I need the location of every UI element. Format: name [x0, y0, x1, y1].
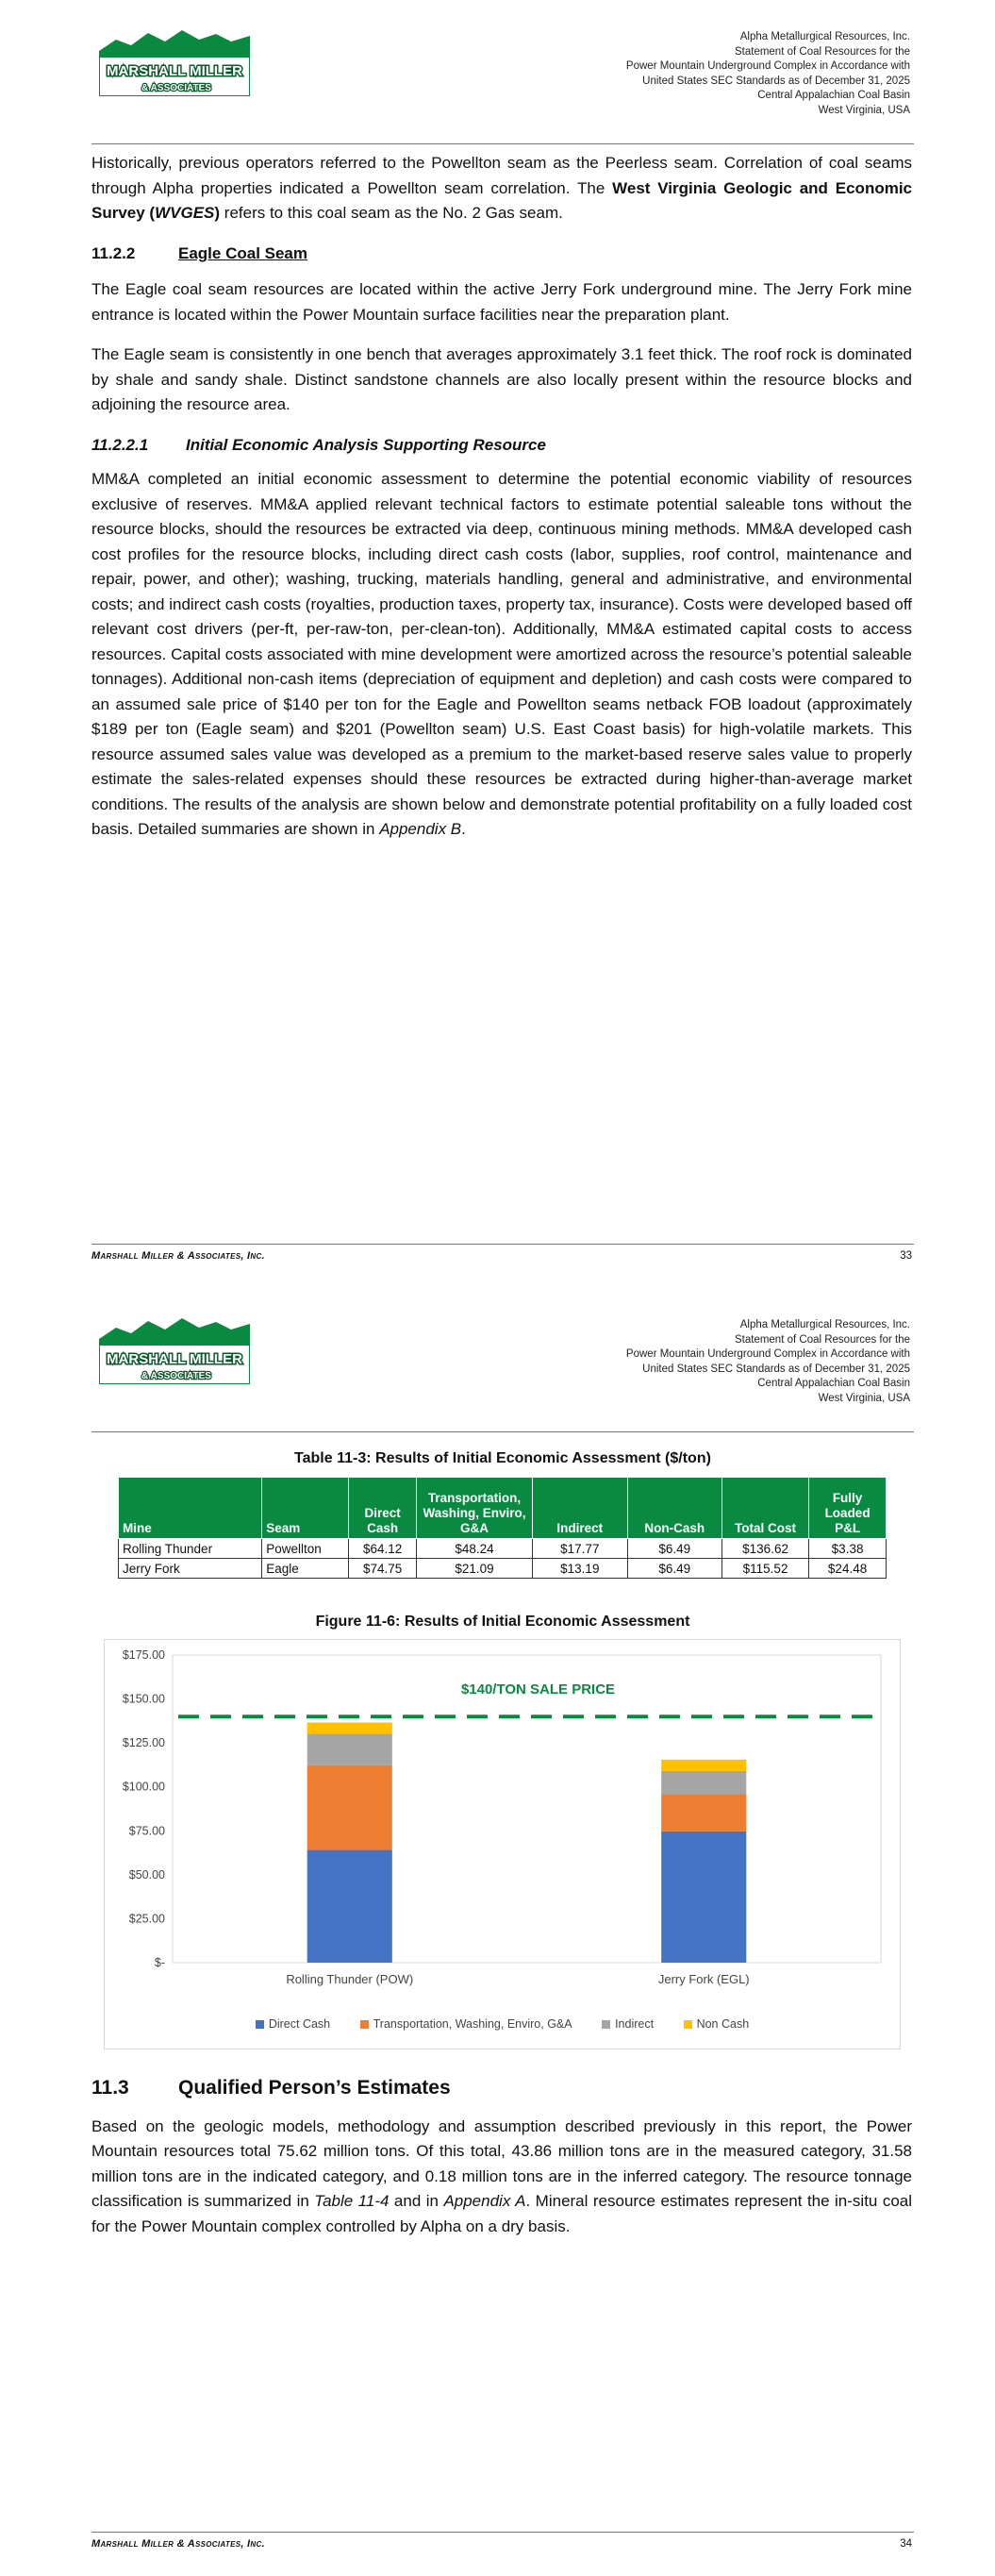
- header-line3: Power Mountain Underground Complex in Accordance with: [625, 1348, 910, 1360]
- footer-firm: Marshall Miller & Associates, Inc.: [91, 1250, 265, 1262]
- header-line4: United States SEC Standards as of December 31, 2025: [642, 1363, 910, 1375]
- table-header-cell: Seam: [262, 1478, 349, 1539]
- logo-name-bottom: & ASSOCIATES: [141, 1371, 211, 1381]
- page-footer: [91, 1250, 914, 1262]
- page-number: 33: [900, 1250, 912, 1262]
- bar-segment: [661, 1794, 746, 1831]
- table-cell: $6.49: [627, 1559, 721, 1579]
- table-cell: $6.49: [627, 1539, 721, 1559]
- header-rule: [91, 1431, 914, 1432]
- bar-segment: [661, 1771, 746, 1795]
- bar-segment: [307, 1734, 392, 1765]
- header-company: Alpha Metallurgical Resources, Inc.: [739, 31, 910, 42]
- page-body: [91, 151, 912, 858]
- logo-name-top: MARSHALL MILLER: [107, 63, 242, 79]
- table-cell: Jerry Fork: [119, 1559, 262, 1579]
- x-tick-label: Jerry Fork (EGL): [657, 1972, 750, 1986]
- figure-caption: Figure 11-6: Results of Initial Economic Assessment: [315, 1614, 690, 1630]
- legend-item: Non Cash: [684, 2017, 750, 2031]
- paragraph-qp-estimates: Based on the geologic models, methodology and assumption described previously in this report, the Power Mountain resources total 75.62 million tons. Of this total, 43.86 million tons are in the measured category, 31.58 million tons are in the indicated category, and 0.18 million tons are in the inferred category. The resource tonnage classification is summarized in Table 11-4 and in Appendix A. Mineral resource estimates represent the in-situ coal for the Power Mountain complex controlled by Alpha on a dry basis.: [91, 2116, 913, 2235]
- footer-firm: Marshall Miller & Associates, Inc.: [91, 2538, 265, 2550]
- sale-price-label: $140/TON SALE PRICE: [460, 1681, 616, 1698]
- stacked-bar-chart: [104, 1639, 901, 2049]
- table-row: [119, 1539, 887, 1559]
- table-header-cell: Total Cost: [721, 1478, 808, 1539]
- table-header-cell: Direct Cash: [349, 1478, 416, 1539]
- y-tick-label: $125.00: [122, 1736, 165, 1750]
- y-tick-label: $50.00: [128, 1867, 165, 1882]
- header-rule: [91, 143, 914, 144]
- legend-item: Transportation, Washing, Enviro, G&A: [360, 2017, 572, 2031]
- section-heading-eagle: 11.2.2 Eagle Coal Seam: [91, 243, 308, 262]
- table-cell: $48.24: [416, 1539, 532, 1559]
- table-cell: $3.38: [809, 1539, 887, 1559]
- table-row: [119, 1559, 887, 1579]
- logo-name-top: MARSHALL MILLER: [107, 1351, 242, 1367]
- page-number: 34: [900, 2538, 912, 2550]
- table-cell: $136.62: [721, 1539, 808, 1559]
- table-cell: $17.77: [533, 1539, 627, 1559]
- table-header-cell: Transportation, Washing, Enviro, G&A: [416, 1478, 532, 1539]
- table-header-cell: Non-Cash: [627, 1478, 721, 1539]
- y-tick-label: $75.00: [128, 1824, 165, 1838]
- table-header-cell: Indirect: [533, 1478, 627, 1539]
- table-cell: $115.52: [721, 1559, 808, 1579]
- footer-rule: [91, 1244, 914, 1245]
- header-line6: West Virginia, USA: [818, 1392, 910, 1404]
- bar-segment: [661, 1760, 746, 1771]
- footer-rule: [91, 2532, 914, 2533]
- subsection-heading-economic: 11.2.2.1 Initial Economic Analysis Supporting Resource: [91, 435, 546, 454]
- chart-canvas: [105, 1640, 900, 2013]
- y-tick-label: $150.00: [122, 1692, 165, 1706]
- y-tick-label: $25.00: [128, 1912, 165, 1926]
- page-header: [626, 30, 910, 118]
- chart-legend: [105, 2017, 900, 2031]
- page-footer: [91, 2538, 914, 2550]
- legend-item: Direct Cash: [256, 2017, 330, 2031]
- header-line2: Statement of Coal Resources for the: [734, 45, 910, 58]
- y-tick-label: $100.00: [122, 1780, 165, 1794]
- table-cell: Powellton: [262, 1539, 349, 1559]
- header-line4: United States SEC Standards as of December 31, 2025: [642, 75, 910, 87]
- table-cell: $13.19: [533, 1559, 627, 1579]
- paragraph-eagle-location: The Eagle coal seam resources are located within the active Jerry Fork underground mine. The Jerry Fork mine entrance is located within the Power Mountain surface facilities near the preparation plant.: [91, 280, 912, 324]
- page-34: [0, 1288, 995, 2576]
- header-line5: Central Appalachian Coal Basin: [757, 1378, 910, 1389]
- y-tick-label: $-: [154, 1956, 165, 1969]
- header-line3: Power Mountain Underground Complex in Accordance with: [625, 60, 910, 72]
- legend-swatch: [602, 2020, 610, 2029]
- x-tick-label: Rolling Thunder (POW): [286, 1972, 414, 1986]
- section-heading-qp-estimates: 11.3 Qualified Person’s Estimates: [91, 2077, 451, 2099]
- header-line6: West Virginia, USA: [818, 104, 910, 116]
- legend-swatch: [256, 2020, 264, 2029]
- legend-item: Indirect: [602, 2017, 654, 2031]
- header-line5: Central Appalachian Coal Basin: [757, 90, 910, 101]
- paragraph-eagle-bench: The Eagle seam is consistently in one bench that averages approximately 3.1 feet thick. The roof rock is dominated by shale and sandy shale. Distinct sandstone channels are also locally present within the resource blocks and adjoining the resource area.: [91, 345, 912, 413]
- table-cell: Rolling Thunder: [119, 1539, 262, 1559]
- bar-segment: [307, 1722, 392, 1733]
- paragraph-powellton-correlation: Historically, previous operators referred to the Powellton seam as the Peerless seam. Correlation of coal seams through Alpha properties indicated a Powellton seam correlation. The West Virginia Geologic and Economic Survey (WVGES) refers to this coal seam as the No. 2 Gas seam.: [91, 154, 913, 222]
- table-cell: $21.09: [416, 1559, 532, 1579]
- logo-name-bottom: & ASSOCIATES: [141, 83, 211, 93]
- table-cell: Eagle: [262, 1559, 349, 1579]
- header-line2: Statement of Coal Resources for the: [734, 1333, 910, 1346]
- economic-assessment-table: [118, 1477, 887, 1579]
- y-tick-label: $175.00: [122, 1648, 165, 1662]
- company-logo: [99, 28, 250, 96]
- header-company: Alpha Metallurgical Resources, Inc.: [739, 1319, 910, 1330]
- table-header-cell: Mine: [119, 1478, 262, 1539]
- table-caption: Table 11-3: Results of Initial Economic Assessment ($/ton): [294, 1450, 711, 1466]
- company-logo: [99, 1316, 250, 1384]
- table-header-row: [119, 1478, 887, 1539]
- legend-swatch: [360, 2020, 369, 2029]
- table-cell: $64.12: [349, 1539, 416, 1559]
- bar-segment: [661, 1832, 746, 1963]
- bar-segment: [307, 1850, 392, 1963]
- paragraph-economic-assessment: MM&A completed an initial economic assessment to determine the potential economic viability of resources exclusive of reserves. MM&A applied relevant technical factors to estimate potential saleable tons without the resource blocks, should the resources be extracted via deep, continuous mining methods. MM&A developed cash cost profiles for the resource blocks, including direct cash costs (labor, supplies, roof control, maintenance and repair, power, and other); washing, trucking, materials handling, general and administrative, and environmental costs; and indirect cash costs (royalties, production taxes, property tax, insurance). Costs were developed based off relevant cost drivers (per-ft, per-raw-ton, per-clean-ton). Additionally, MM&A estimated capital costs to access resources. Capital costs associated with mine development were amortized across the resource’s potential saleable tonnages). Additional non-cash items (depreciation of equipment and depletion) and cash costs were compared to an assumed sale price of $140 per ton for the Eagle and Powellton seams netback FOB loadout (approximately $189 per ton (Eagle seam) and $201 (Powellton seam) U.S. East Coast basis) for high-volatile markets. This resource assumed sales value was developed as a premium to the market-based reserve sales value to properly estimate the sales-related expenses should these resources be extracted during higher-than-average market conditions. The results of the analysis are shown below and demonstrate potential profitability on a fully loaded cost basis. Detailed summaries are shown in Appendix B.: [91, 470, 912, 838]
- legend-swatch: [684, 2020, 692, 2029]
- page-header: [626, 1318, 910, 1406]
- page-body: [91, 2076, 912, 2254]
- table-cell: $74.75: [349, 1559, 416, 1579]
- table-header-cell: Fully Loaded P&L: [809, 1478, 887, 1539]
- table-cell: $24.48: [809, 1559, 887, 1579]
- bar-segment: [307, 1765, 392, 1850]
- plot-area: [173, 1655, 881, 1963]
